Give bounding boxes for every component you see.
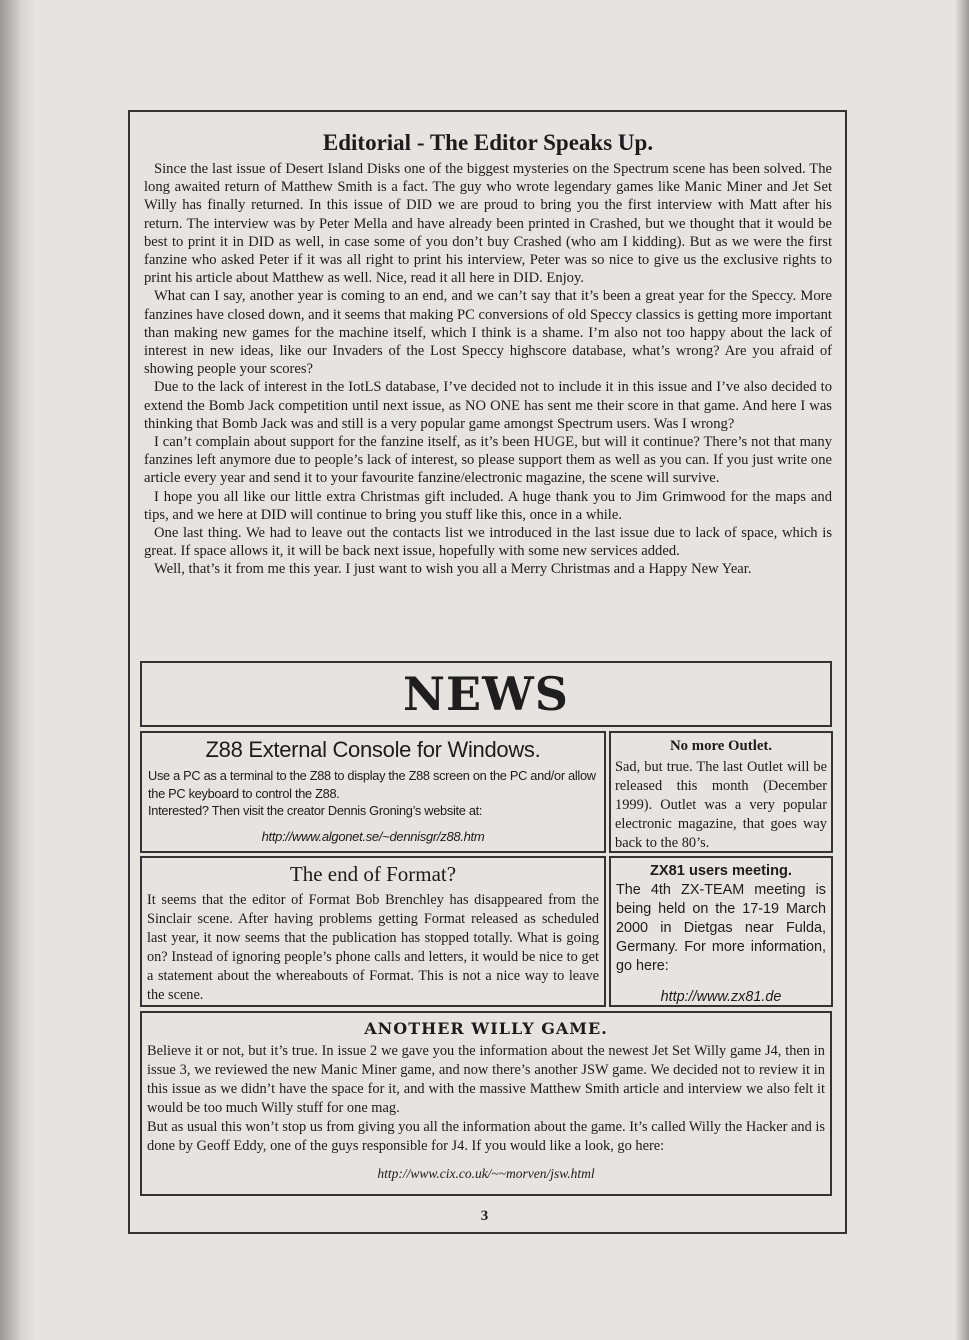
editorial-paragraph: Well, that’s it from me this year. I just want to wish you all a Merry Christmas and a Happy New Year.	[154, 561, 752, 578]
news-item-url: http://www.zx81.de	[660, 989, 782, 1005]
news-banner	[140, 661, 832, 727]
editorial-paragraph: Since the last issue of Desert Island Disks one of the biggest mysteries on the Spectrum scene has been solved. The long awaited return of Matthew Smith is a fact. The guy who wrote legendary games like Manic Miner and Jet Set Willy has finally returned. In this issue of DID we are proud to bring you the first interview with Matt after his return. The interview was by Peter Mella and have already been printed in Crashed, but we thought that it would be best to print it in DID as well, in case some of you don’t buy Crashed (who am I kidding). But as we were the first fanzine who asked Peter if it was all right to print his interview, Peter was so nice to give us the exclusive rights to print his article about Matthew as well. Nice, read it all here in DID. Enjoy.	[144, 161, 832, 287]
news-item-url: http://www.cix.co.uk/~~morven/jsw.html	[377, 1166, 595, 1181]
news-item-outlet	[609, 731, 833, 853]
news-item-body: Interested? Then visit the creator Dennis Groning’s website at:	[148, 803, 483, 818]
news-item-zx81	[609, 856, 833, 1007]
news-title: NEWS	[403, 667, 569, 721]
page-number: 3	[480, 1208, 489, 1224]
news-item-body: But as usual this won’t stop us from giving you all the information about the game. It’s called Willy the Hacker and is done by Geoff Eddy, one of the guys responsible for J4. If you would like a look, go here:	[147, 1119, 825, 1154]
editorial-paragraph: One last thing. We had to leave out the contacts list we introduced in the last issue due to lack of space, which is great. If space allows it, it will be back next issue, hopefully with some new services added.	[144, 525, 832, 560]
news-item-z88	[140, 731, 606, 853]
news-item-format	[140, 856, 606, 1007]
editorial-paragraph: I can’t complain about support for the fanzine itself, as it’s been HUGE, but will it continue? There’s not that many fanzines left anymore due to people’s lack of interest, so please support them as well as you can. If you just write one article every year and send it to your favourite fanzine/electronic magazine, the scene will survive.	[144, 434, 832, 487]
news-item-title: No more Outlet.	[669, 738, 773, 754]
news-item-body: The 4th ZX-TEAM meeting is being held on the 17-19 March 2000 in Dietgas near Fulda, Germany. For more information, go here:	[616, 882, 826, 974]
editorial-title: Editorial - The Editor Speaks Up.	[322, 130, 654, 155]
news-item-body: It seems that the editor of Format Bob Brenchley has disappeared from the Sinclair scene. After having problems getting Format released as scheduled last year, it now seems that the publication has stopped totally. What is going on? Instead of ignoring people’s phone calls and letters, it would be nice to get a statement about the whereabouts of Format. This is not a nice way to leave the scene.	[147, 892, 599, 1003]
editorial-paragraph: Due to the lack of interest in the IotLS database, I’ve decided not to include it in this issue and I’ve also decided to extend the Bomb Jack competition until next issue, as NO ONE has sent me their score in that game. And here I was thinking that Bomb Jack was and still is a very popular game amongst Spectrum users. Was I wrong?	[144, 379, 832, 432]
news-item-title: ZX81 users meeting.	[650, 863, 792, 879]
news-item-willy	[140, 1011, 832, 1196]
editorial-paragraph: What can I say, another year is coming to an end, and we can’t say that it’s been a great year for the Speccy. More fanzines have closed down, and it seems that making PC conversions of old Speccy classics is getting more important than making new games for the machine itself, which I think is a shame. I’m also not too happy about the lack of interest in new ideas, like our Invaders of the Lost Speccy highscore database, what’s wrong? Are you afraid of showing people your scores?	[144, 288, 832, 378]
editorial-paragraph: I hope you all like our little extra Christmas gift included. A huge thank you to Jim Grimwood for the maps and tips, and we here at DID will continue to bring you stuff like this, once in a while.	[144, 488, 832, 523]
news-item-title: ANOTHER WILLY GAME.	[364, 1019, 608, 1038]
news-item-body: Sad, but true. The last Outlet will be released this month (December 1999). Outlet was a very popular electronic magazine, that goes way back to the 80’s.	[615, 759, 827, 851]
news-item-body: Believe it or not, but it’s true. In issue 2 we gave you the information about the newest Jet Set Willy game J4, then in issue 3, we reviewed the new Manic Miner game, and now there’s another JSW game. We decided not to review it in this issue as we didn’t have the space for it, and with the massive Matthew Smith article and interview we also felt it would be too much Willy stuff for one mag.	[147, 1043, 825, 1116]
news-item-title: The end of Format?	[289, 862, 457, 886]
news-item-url: http://www.algonet.se/~dennisgr/z88.htm	[261, 828, 485, 844]
editorial-body	[144, 160, 832, 579]
page-edge-right	[955, 0, 969, 1340]
page-edge-shadow	[0, 0, 36, 1340]
editorial-section	[144, 130, 832, 579]
news-item-body: Use a PC as a terminal to the Z88 to display the Z88 screen on the PC and/or allow the PC keyboard to control the Z88.	[148, 768, 596, 801]
news-item-title: Z88 External Console for Windows.	[205, 737, 541, 762]
